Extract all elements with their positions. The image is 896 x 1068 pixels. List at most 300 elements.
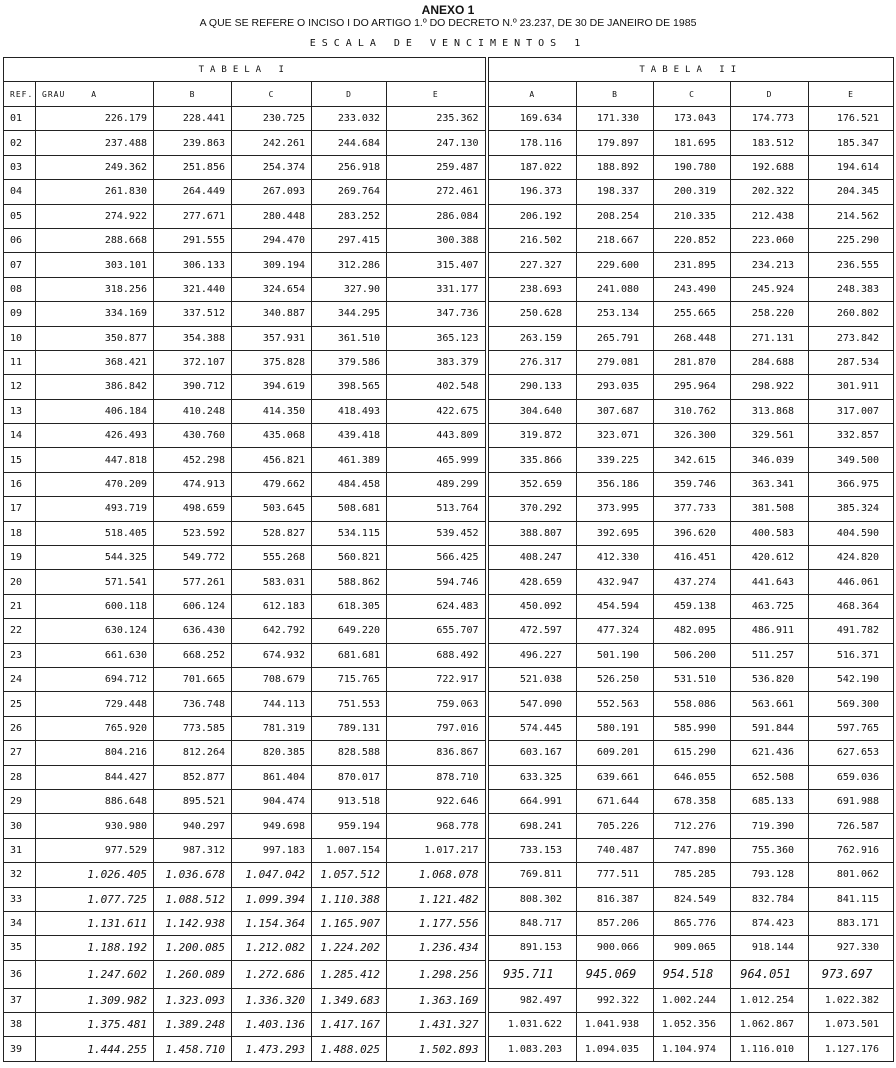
table-i-cell: 751.553 xyxy=(312,692,387,716)
table-body xyxy=(4,107,894,1062)
table-i-cell: 414.350 xyxy=(232,399,312,423)
table-i-cell: 306.133 xyxy=(154,253,232,277)
table-ii-cell: 273.842 xyxy=(809,326,894,350)
table-ii-cell: 712.276 xyxy=(654,814,731,838)
table-i-cell: 1.224.202 xyxy=(312,936,387,960)
table-ii-cell: 762.916 xyxy=(809,838,894,862)
table-ii-cell: 992.322 xyxy=(577,988,654,1012)
ref-cell: 07 xyxy=(4,253,36,277)
table-i-cell: 1.121.482 xyxy=(387,887,487,911)
table-i-cell: 452.298 xyxy=(154,448,232,472)
table-ii-cell: 370.292 xyxy=(487,497,577,521)
table-ii-cell: 685.133 xyxy=(731,789,809,813)
table-i-cell: 439.418 xyxy=(312,424,387,448)
table-ii-cell: 841.115 xyxy=(809,887,894,911)
table-i-cell: 1.458.710 xyxy=(154,1037,232,1061)
table-ii-cell: 511.257 xyxy=(731,643,809,667)
table-i-cell: 443.809 xyxy=(387,424,487,448)
ref-cell: 39 xyxy=(4,1037,36,1061)
table-i-cell: 394.619 xyxy=(232,375,312,399)
table-ii-cell: 769.811 xyxy=(487,863,577,887)
table-i-cell: 583.031 xyxy=(232,570,312,594)
table-i-cell: 701.665 xyxy=(154,667,232,691)
table-i-cell: 430.760 xyxy=(154,424,232,448)
table-ii-cell: 313.868 xyxy=(731,399,809,423)
table-i-cell: 340.887 xyxy=(232,302,312,326)
table-i-cell: 383.379 xyxy=(387,350,487,374)
table-i-cell: 1.247.602 xyxy=(36,960,154,988)
table-i-cell: 274.922 xyxy=(36,204,154,228)
table-ii-cell: 329.561 xyxy=(731,424,809,448)
table-i-cell: 256.918 xyxy=(312,155,387,179)
table-ii-cell: 178.116 xyxy=(487,131,577,155)
table-i-cell: 503.645 xyxy=(232,497,312,521)
ref-cell: 22 xyxy=(4,619,36,643)
table-ii-cell: 295.964 xyxy=(654,375,731,399)
table-ii-cell: 174.773 xyxy=(731,107,809,131)
table-i-cell: 895.521 xyxy=(154,789,232,813)
table-ii-cell: 627.653 xyxy=(809,741,894,765)
ref-cell: 11 xyxy=(4,350,36,374)
annex-title: ANEXO 1 xyxy=(421,3,475,17)
table-i-cell: 968.778 xyxy=(387,814,487,838)
table-ii-cell: 290.133 xyxy=(487,375,577,399)
table-ii-cell: 740.487 xyxy=(577,838,654,862)
table-ii-cell: 208.254 xyxy=(577,204,654,228)
table-i-cell: 1.131.611 xyxy=(36,911,154,935)
table-i-cell: 406.184 xyxy=(36,399,154,423)
t1-col-c-header: C xyxy=(232,82,312,107)
grau-label: GRAU xyxy=(42,89,66,99)
table-i-cell: 1.057.512 xyxy=(312,863,387,887)
table-i-cell: 318.256 xyxy=(36,277,154,301)
table-i-cell: 804.216 xyxy=(36,741,154,765)
table-i-cell: 337.512 xyxy=(154,302,232,326)
table-i-cell: 852.877 xyxy=(154,765,232,789)
t1-col-e-header: E xyxy=(387,82,487,107)
table-i-cell: 386.842 xyxy=(36,375,154,399)
table-i-cell: 286.084 xyxy=(387,204,487,228)
t2-col-c-header: C xyxy=(654,82,731,107)
table-i-cell: 913.518 xyxy=(312,789,387,813)
table-i-cell: 456.821 xyxy=(232,448,312,472)
table-ii-cell: 169.634 xyxy=(487,107,577,131)
table-i-cell: 820.385 xyxy=(232,741,312,765)
table-i-cell: 708.679 xyxy=(232,667,312,691)
table-i-cell: 612.183 xyxy=(232,594,312,618)
table-ii-cell: 755.360 xyxy=(731,838,809,862)
table-ii-cell: 891.153 xyxy=(487,936,577,960)
table-i-cell: 277.671 xyxy=(154,204,232,228)
ref-cell: 12 xyxy=(4,375,36,399)
ref-cell: 06 xyxy=(4,228,36,252)
table-ii-cell: 785.285 xyxy=(654,863,731,887)
table-row xyxy=(4,692,894,716)
table-row xyxy=(4,716,894,740)
decree-reference: A QUE SE REFERE O INCISO I DO ARTIGO 1.º DO DECRETO N.º 23.237, DE 30 DE JANEIRO DE 1985 xyxy=(199,17,697,29)
table-ii-cell: 1.002.244 xyxy=(654,988,731,1012)
table-row xyxy=(4,302,894,326)
table-ii-cell: 482.095 xyxy=(654,619,731,643)
table-row xyxy=(4,350,894,374)
table-ii-cell: 198.337 xyxy=(577,180,654,204)
table-i-cell: 861.404 xyxy=(232,765,312,789)
table-ii-cell: 516.371 xyxy=(809,643,894,667)
table-i-cell: 461.389 xyxy=(312,448,387,472)
table-ii-cell: 639.661 xyxy=(577,765,654,789)
table-ii-cell: 824.549 xyxy=(654,887,731,911)
table-ii-cell: 424.820 xyxy=(809,546,894,570)
table-i-cell: 479.662 xyxy=(232,472,312,496)
table-i-cell: 1.236.434 xyxy=(387,936,487,960)
table-i-cell: 375.828 xyxy=(232,350,312,374)
ref-cell: 38 xyxy=(4,1013,36,1037)
table-ii-cell: 253.134 xyxy=(577,302,654,326)
table-i-cell: 312.286 xyxy=(312,253,387,277)
table-ii-cell: 310.762 xyxy=(654,399,731,423)
table-ii-cell: 236.555 xyxy=(809,253,894,277)
table-i-cell: 291.555 xyxy=(154,228,232,252)
table-row xyxy=(4,253,894,277)
table-i-cell: 272.461 xyxy=(387,180,487,204)
table-ii-cell: 304.640 xyxy=(487,399,577,423)
table-ii-cell: 808.302 xyxy=(487,887,577,911)
table-ii-cell: 542.190 xyxy=(809,667,894,691)
ref-cell: 04 xyxy=(4,180,36,204)
table-ii-cell: 536.820 xyxy=(731,667,809,691)
table-ii-title: TABELA II xyxy=(487,58,894,82)
table-ii-cell: 271.131 xyxy=(731,326,809,350)
table-row xyxy=(4,521,894,545)
table-ii-cell: 671.644 xyxy=(577,789,654,813)
table-ii-cell: 342.615 xyxy=(654,448,731,472)
table-i-cell: 606.124 xyxy=(154,594,232,618)
table-ii-cell: 268.448 xyxy=(654,326,731,350)
table-i-cell: 228.441 xyxy=(154,107,232,131)
table-ii-cell: 335.866 xyxy=(487,448,577,472)
ref-cell: 03 xyxy=(4,155,36,179)
table-ii-cell: 1.104.974 xyxy=(654,1037,731,1061)
table-ii-cell: 496.227 xyxy=(487,643,577,667)
table-ii-cell: 935.711 xyxy=(487,960,577,988)
table-ii-cell: 420.612 xyxy=(731,546,809,570)
table-ii-cell: 777.511 xyxy=(577,863,654,887)
table-ii-cell: 973.697 xyxy=(809,960,894,988)
grau-a-header xyxy=(36,82,154,107)
table-ii-cell: 432.947 xyxy=(577,570,654,594)
table-row xyxy=(4,643,894,667)
table-row xyxy=(4,472,894,496)
table-i-cell: 878.710 xyxy=(387,765,487,789)
table-i-cell: 729.448 xyxy=(36,692,154,716)
ref-cell: 35 xyxy=(4,936,36,960)
table-row xyxy=(4,765,894,789)
table-i-cell: 327.90 xyxy=(312,277,387,301)
table-row xyxy=(4,131,894,155)
table-i-cell: 681.681 xyxy=(312,643,387,667)
table-i-cell: 300.388 xyxy=(387,228,487,252)
ref-cell: 23 xyxy=(4,643,36,667)
table-i-cell: 1.047.042 xyxy=(232,863,312,887)
ref-cell: 33 xyxy=(4,887,36,911)
table-row xyxy=(4,960,894,988)
table-ii-cell: 848.717 xyxy=(487,911,577,935)
table-i-cell: 518.405 xyxy=(36,521,154,545)
table-i-cell: 244.684 xyxy=(312,131,387,155)
table-ii-cell: 346.039 xyxy=(731,448,809,472)
table-i-cell: 870.017 xyxy=(312,765,387,789)
table-ii-cell: 396.620 xyxy=(654,521,731,545)
ref-cell: 05 xyxy=(4,204,36,228)
table-row xyxy=(4,326,894,350)
table-ii-cell: 373.995 xyxy=(577,497,654,521)
table-row xyxy=(4,204,894,228)
table-ii-cell: 472.597 xyxy=(487,619,577,643)
table-ii-cell: 326.300 xyxy=(654,424,731,448)
table-ii-cell: 486.911 xyxy=(731,619,809,643)
table-i-cell: 600.118 xyxy=(36,594,154,618)
ref-cell: 13 xyxy=(4,399,36,423)
table-ii-cell: 317.007 xyxy=(809,399,894,423)
table-ii-cell: 428.659 xyxy=(487,570,577,594)
table-i-cell: 618.305 xyxy=(312,594,387,618)
table-i-cell: 624.483 xyxy=(387,594,487,618)
table-ii-cell: 263.159 xyxy=(487,326,577,350)
table-ii-cell: 1.022.382 xyxy=(809,988,894,1012)
table-ii-cell: 400.583 xyxy=(731,521,809,545)
t2-col-e-header: E xyxy=(809,82,894,107)
table-ii-cell: 255.665 xyxy=(654,302,731,326)
table-i-cell: 977.529 xyxy=(36,838,154,862)
table-i-cell: 230.725 xyxy=(232,107,312,131)
table-row xyxy=(4,667,894,691)
table-ii-cell: 265.791 xyxy=(577,326,654,350)
table-i-cell: 422.675 xyxy=(387,399,487,423)
table-i-cell: 347.736 xyxy=(387,302,487,326)
table-i-cell: 267.093 xyxy=(232,180,312,204)
table-i-cell: 688.492 xyxy=(387,643,487,667)
table-i-cell: 280.448 xyxy=(232,204,312,228)
table-ii-cell: 563.661 xyxy=(731,692,809,716)
table-ii-cell: 190.780 xyxy=(654,155,731,179)
table-i-cell: 523.592 xyxy=(154,521,232,545)
table-ii-cell: 210.335 xyxy=(654,204,731,228)
ref-cell: 27 xyxy=(4,741,36,765)
table-row xyxy=(4,741,894,765)
table-ii-cell: 832.784 xyxy=(731,887,809,911)
table-ii-cell: 982.497 xyxy=(487,988,577,1012)
table-ii-cell: 446.061 xyxy=(809,570,894,594)
table-ii-cell: 359.746 xyxy=(654,472,731,496)
scale-title: ESCALA DE VENCIMENTOS 1 xyxy=(309,38,587,49)
table-i-cell: 828.588 xyxy=(312,741,387,765)
table-i-cell: 259.487 xyxy=(387,155,487,179)
table-i-cell: 812.264 xyxy=(154,741,232,765)
table-i-cell: 668.252 xyxy=(154,643,232,667)
table-ii-cell: 216.502 xyxy=(487,228,577,252)
table-i-cell: 577.261 xyxy=(154,570,232,594)
ref-cell: 01 xyxy=(4,107,36,131)
table-ii-cell: 234.213 xyxy=(731,253,809,277)
table-row xyxy=(4,838,894,862)
table-i-cell: 344.295 xyxy=(312,302,387,326)
table-i-cell: 1.154.364 xyxy=(232,911,312,935)
table-i-cell: 886.648 xyxy=(36,789,154,813)
table-ii-cell: 585.990 xyxy=(654,716,731,740)
table-i-cell: 674.932 xyxy=(232,643,312,667)
ref-cell: 19 xyxy=(4,546,36,570)
ref-cell: 14 xyxy=(4,424,36,448)
table-ii-cell: 192.688 xyxy=(731,155,809,179)
table-i-cell: 1.200.085 xyxy=(154,936,232,960)
table-ii-cell: 646.055 xyxy=(654,765,731,789)
table-ii-cell: 293.035 xyxy=(577,375,654,399)
table-i-cell: 1.375.481 xyxy=(36,1013,154,1037)
table-i-cell: 949.698 xyxy=(232,814,312,838)
table-ii-cell: 793.128 xyxy=(731,863,809,887)
table-ii-cell: 187.022 xyxy=(487,155,577,179)
table-i-cell: 566.425 xyxy=(387,546,487,570)
table-i-cell: 549.772 xyxy=(154,546,232,570)
table-ii-cell: 392.695 xyxy=(577,521,654,545)
table-ii-cell: 332.857 xyxy=(809,424,894,448)
ref-cell: 10 xyxy=(4,326,36,350)
t1-col-b-header: B xyxy=(154,82,232,107)
table-ii-cell: 597.765 xyxy=(809,716,894,740)
table-ii-cell: 705.226 xyxy=(577,814,654,838)
table-ii-cell: 816.387 xyxy=(577,887,654,911)
salary-scale-table xyxy=(3,57,894,1062)
table-i-cell: 1.285.412 xyxy=(312,960,387,988)
table-row xyxy=(4,180,894,204)
table-ii-cell: 927.330 xyxy=(809,936,894,960)
table-ii-cell: 241.080 xyxy=(577,277,654,301)
table-i-cell: 1.142.938 xyxy=(154,911,232,935)
table-ii-cell: 225.290 xyxy=(809,228,894,252)
table-i-cell: 588.862 xyxy=(312,570,387,594)
table-i-cell: 765.920 xyxy=(36,716,154,740)
table-row xyxy=(4,107,894,131)
table-i-cell: 309.194 xyxy=(232,253,312,277)
table-i-cell: 661.630 xyxy=(36,643,154,667)
table-i-cell: 1.363.169 xyxy=(387,988,487,1012)
table-i-cell: 426.493 xyxy=(36,424,154,448)
table-i-cell: 264.449 xyxy=(154,180,232,204)
column-header-row xyxy=(4,82,894,107)
table-i-cell: 398.565 xyxy=(312,375,387,399)
t2-col-b-header: B xyxy=(577,82,654,107)
table-ii-cell: 181.695 xyxy=(654,131,731,155)
table-i-cell: 987.312 xyxy=(154,838,232,862)
table-i-cell: 484.458 xyxy=(312,472,387,496)
table-i-cell: 508.681 xyxy=(312,497,387,521)
table-i-cell: 959.194 xyxy=(312,814,387,838)
table-ii-cell: 918.144 xyxy=(731,936,809,960)
table-i-cell: 1.077.725 xyxy=(36,887,154,911)
table-i-cell: 1.431.327 xyxy=(387,1013,487,1037)
ref-cell: 21 xyxy=(4,594,36,618)
ref-cell: 28 xyxy=(4,765,36,789)
table-ii-cell: 691.988 xyxy=(809,789,894,813)
table-i-cell: 722.917 xyxy=(387,667,487,691)
ref-cell: 02 xyxy=(4,131,36,155)
table-i-cell: 1.036.678 xyxy=(154,863,232,887)
table-ii-cell: 954.518 xyxy=(654,960,731,988)
table-ii-cell: 909.065 xyxy=(654,936,731,960)
table-i-cell: 283.252 xyxy=(312,204,387,228)
table-row xyxy=(4,1037,894,1061)
table-i-cell: 1.188.192 xyxy=(36,936,154,960)
table-i-cell: 1.309.982 xyxy=(36,988,154,1012)
table-row xyxy=(4,594,894,618)
ref-cell: 16 xyxy=(4,472,36,496)
table-ii-cell: 501.190 xyxy=(577,643,654,667)
table-ii-cell: 381.508 xyxy=(731,497,809,521)
table-ii-cell: 437.274 xyxy=(654,570,731,594)
table-i-cell: 368.421 xyxy=(36,350,154,374)
table-ii-cell: 633.325 xyxy=(487,765,577,789)
ref-cell: 30 xyxy=(4,814,36,838)
table-ii-cell: 574.445 xyxy=(487,716,577,740)
table-ii-cell: 212.438 xyxy=(731,204,809,228)
table-i-cell: 715.765 xyxy=(312,667,387,691)
table-ii-cell: 552.563 xyxy=(577,692,654,716)
col-a-label: A xyxy=(91,89,98,99)
table-i-cell: 759.063 xyxy=(387,692,487,716)
table-ii-cell: 1.041.938 xyxy=(577,1013,654,1037)
table-i-cell: 493.719 xyxy=(36,497,154,521)
table-i-cell: 237.488 xyxy=(36,131,154,155)
table-i-cell: 1.007.154 xyxy=(312,838,387,862)
table-ii-cell: 459.138 xyxy=(654,594,731,618)
table-i-cell: 694.712 xyxy=(36,667,154,691)
ref-cell: 32 xyxy=(4,863,36,887)
table-i-cell: 560.821 xyxy=(312,546,387,570)
table-ii-cell: 468.364 xyxy=(809,594,894,618)
table-i-cell: 331.177 xyxy=(387,277,487,301)
t2-col-d-header: D xyxy=(731,82,809,107)
table-i-cell: 1.165.907 xyxy=(312,911,387,935)
table-ii-cell: 349.500 xyxy=(809,448,894,472)
ref-cell: 20 xyxy=(4,570,36,594)
table-i-cell: 1.389.248 xyxy=(154,1013,232,1037)
table-i-cell: 269.764 xyxy=(312,180,387,204)
table-ii-cell: 857.206 xyxy=(577,911,654,935)
table-ii-cell: 356.186 xyxy=(577,472,654,496)
table-i-cell: 649.220 xyxy=(312,619,387,643)
ref-cell: 25 xyxy=(4,692,36,716)
table-ii-cell: 874.423 xyxy=(731,911,809,935)
table-ii-cell: 615.290 xyxy=(654,741,731,765)
table-ii-cell: 173.043 xyxy=(654,107,731,131)
table-ii-cell: 441.643 xyxy=(731,570,809,594)
table-i-cell: 544.325 xyxy=(36,546,154,570)
table-i-cell: 534.115 xyxy=(312,521,387,545)
table-ii-cell: 171.330 xyxy=(577,107,654,131)
ref-cell: 37 xyxy=(4,988,36,1012)
table-i-cell: 361.510 xyxy=(312,326,387,350)
table-row xyxy=(4,228,894,252)
table-i-cell: 844.427 xyxy=(36,765,154,789)
table-ii-cell: 188.892 xyxy=(577,155,654,179)
table-i-cell: 251.856 xyxy=(154,155,232,179)
t2-col-a-header: A xyxy=(487,82,577,107)
table-ii-cell: 491.782 xyxy=(809,619,894,643)
table-ii-cell: 652.508 xyxy=(731,765,809,789)
table-i-cell: 294.470 xyxy=(232,228,312,252)
table-ii-cell: 1.062.867 xyxy=(731,1013,809,1037)
table-i-cell: 410.248 xyxy=(154,399,232,423)
